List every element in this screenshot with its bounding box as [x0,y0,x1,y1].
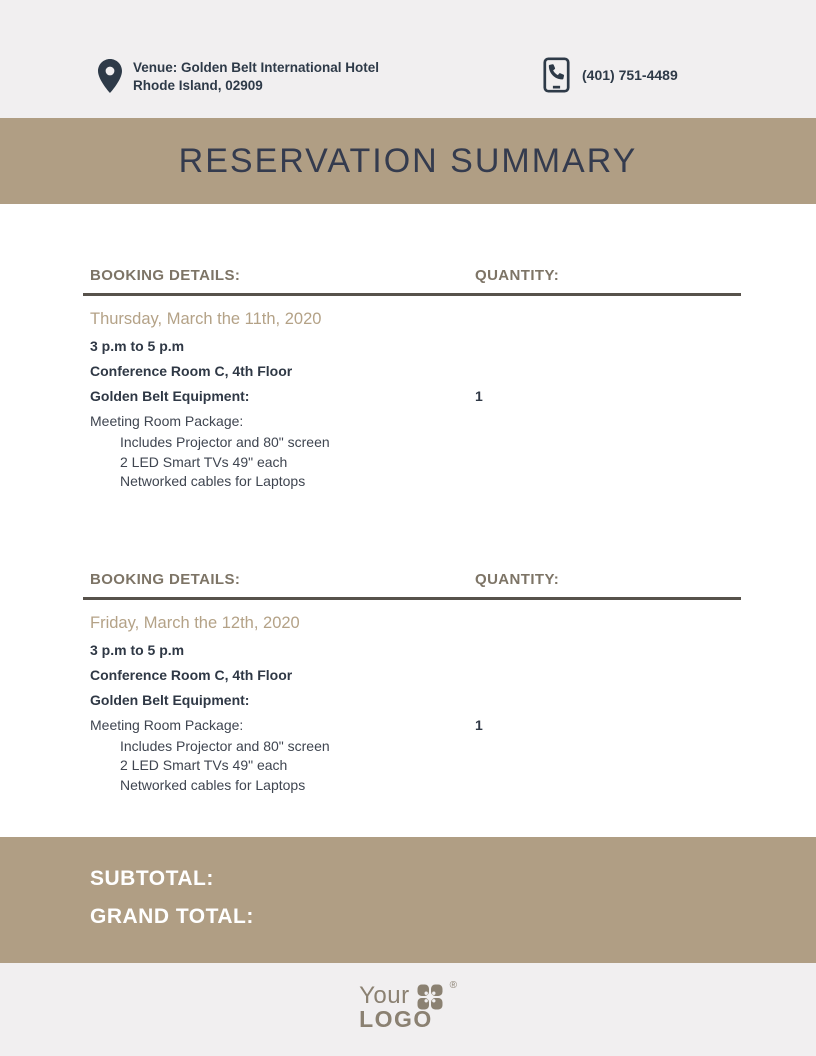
section-header [90,266,741,286]
phone-info [543,57,678,93]
booking-room: Conference Room C, 4th Floor [90,666,293,683]
package-item: Includes Projector and 80" screen [120,434,330,450]
company-logo [359,980,457,1035]
totals-bar [0,837,816,963]
equipment-label: Golden Belt Equipment: [90,388,250,404]
logo-text-logo: LOGO [359,1006,433,1032]
quantity-value: 1 [475,388,483,404]
booking-content [0,204,816,837]
section-divider [83,293,741,296]
booking-details-label: BOOKING DETAILS: [90,267,241,284]
package-item: Networked cables for Laptops [120,776,306,793]
package-label: Meeting Room Package: [90,413,244,429]
page-title: RESERVATION SUMMARY [178,141,638,180]
venue-info [98,59,379,94]
booking-row-room [90,363,741,379]
booking-time: 3 p.m to 5 p.m [90,641,185,658]
grand-total-label: GRAND TOTAL: [90,905,254,928]
subtotal-label: SUBTOTAL: [90,867,214,890]
booking-room: Conference Room C, 4th Floor [90,363,293,379]
venue-line2: Rhode Island, 02909 [133,77,263,93]
title-banner [0,118,816,204]
quantity-label: QUANTITY: [475,267,560,284]
phone-number: (401) 751-4489 [582,67,678,83]
booking-row-package [90,413,741,429]
booking-date: Thursday, March the 11th, 2020 [90,310,322,328]
venue-line1: Venue: Golden Belt International Hotel [133,60,380,75]
package-items [90,433,741,492]
booking-row-room [90,667,741,683]
booking-row-time [90,338,741,354]
quantity-value: 1 [475,716,483,733]
booking-row-package [90,717,741,733]
booking-time: 3 p.m to 5 p.m [90,338,185,354]
location-pin-icon [98,59,122,93]
logo-strip [0,963,816,1056]
booking-details-label: BOOKING DETAILS: [90,570,241,588]
package-item: Networked cables for Laptops [120,473,306,489]
booking-section-thursday [90,204,741,492]
logo-text-your: Your [359,982,410,1009]
registered-mark: ® [449,980,457,991]
section-divider [83,597,741,600]
booking-section-friday [90,492,741,796]
package-items [90,737,741,796]
section-header [90,570,741,590]
top-bar [0,0,816,118]
booking-row-equipment [90,388,741,404]
equipment-label: Golden Belt Equipment: [90,691,250,708]
booking-date: Friday, March the 12th, 2020 [90,613,300,632]
package-item: 2 LED Smart TVs 49" each [120,757,288,773]
phone-icon [543,57,570,93]
booking-row-equipment [90,692,741,708]
package-label: Meeting Room Package: [90,716,244,733]
package-item: Includes Projector and 80" screen [120,737,330,754]
quantity-label: QUANTITY: [475,570,560,588]
package-item: 2 LED Smart TVs 49" each [120,453,288,470]
booking-row-time [90,642,741,658]
